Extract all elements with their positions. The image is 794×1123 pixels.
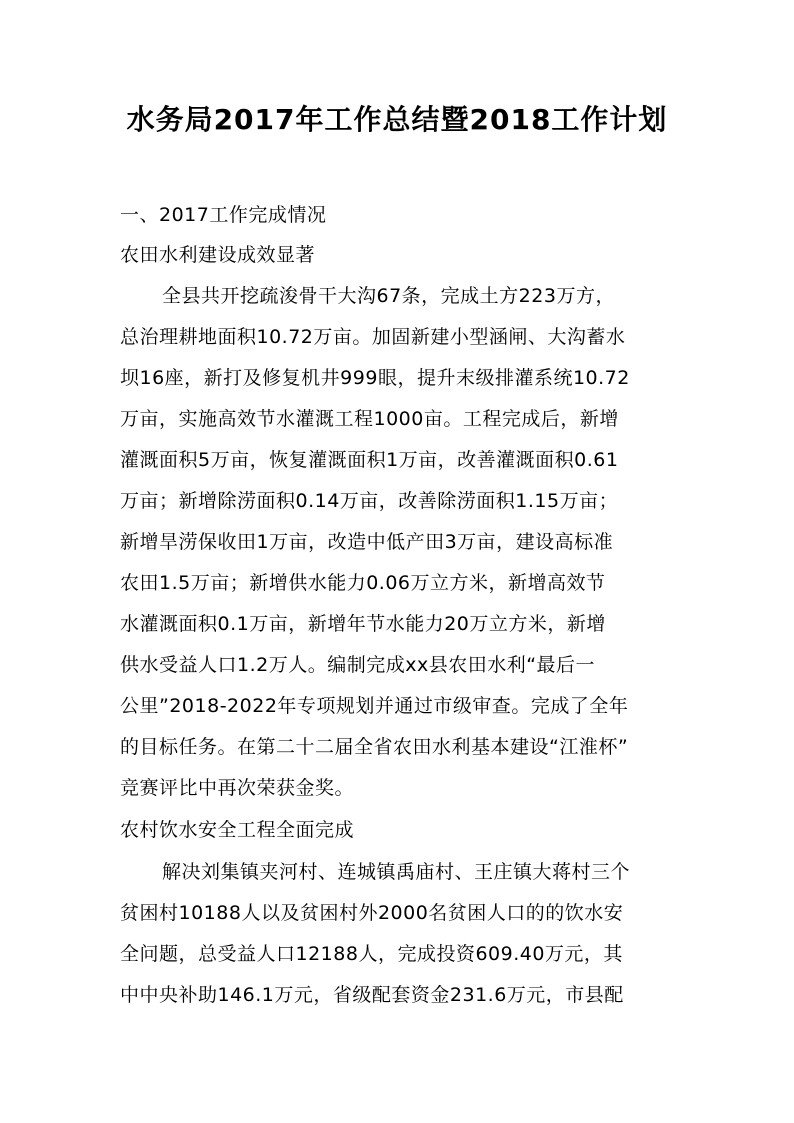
paragraph-line: 万亩，实施高效节水灌溉工程1000亩。工程完成后，新增 [120,408,619,430]
paragraph-line: 公里”2018-2022年专项规划并通过市级审查。完成了全年 [120,695,629,717]
paragraph-line: 农田1.5万亩；新增供水能力0.06万立方米，新增高效节 [120,572,606,594]
paragraph-line: 竞赛评比中再次荣获金奖。 [120,777,355,799]
subheading-farmland-irrigation: 农田水利建设成效显著 [120,244,316,266]
paragraph-line: 供水受益人口1.2万人。编制完成xx县农田水利“最后一 [120,654,596,676]
paragraph-line: 解决刘集镇夹河村、连城镇禹庙村、王庄镇大蒋村三个 [162,861,631,883]
subheading-rural-drinking-water: 农村饮水安全工程全面完成 [120,819,355,841]
paragraph-line: 的目标任务。在第二十二届全省农田水利基本建设“江淮杯” [120,736,629,758]
paragraph-line: 贫困村10188人以及贫困村外2000名贫困人口的的饮水安 [120,902,624,924]
section-heading: 一、2017工作完成情况 [120,204,327,226]
paragraph-line: 水灌溉面积0.1万亩，新增年节水能力20万立方米，新增 [120,613,606,635]
paragraph-line: 总治理耕地面积10.72万亩。加固新建小型涵闸、大沟蓄水 [120,326,626,348]
paragraph-line: 新增旱涝保收田1万亩，改造中低产田3万亩，建设高标准 [120,531,614,553]
paragraph-line: 全县共开挖疏浚骨干大沟67条，完成土方223万方， [162,285,615,307]
paragraph-line: 中中央补助146.1万元，省级配套资金231.6万元，市县配 [120,984,624,1006]
paragraph-line: 灌溉面积5万亩，恢复灌溉面积1万亩，改善灌溉面积0.61 [120,449,619,471]
paragraph-line: 坝16座，新打及修复机井999眼，提升末级排灌系统10.72 [120,367,630,389]
document-title: 水务局2017年工作总结暨2018工作计划 [126,103,668,136]
paragraph-line: 万亩；新增除涝面积0.14万亩，改善除涝面积1.15万亩； [120,490,619,512]
paragraph-line: 全问题，总受益人口12188人，完成投资609.40万元，其 [120,943,623,965]
